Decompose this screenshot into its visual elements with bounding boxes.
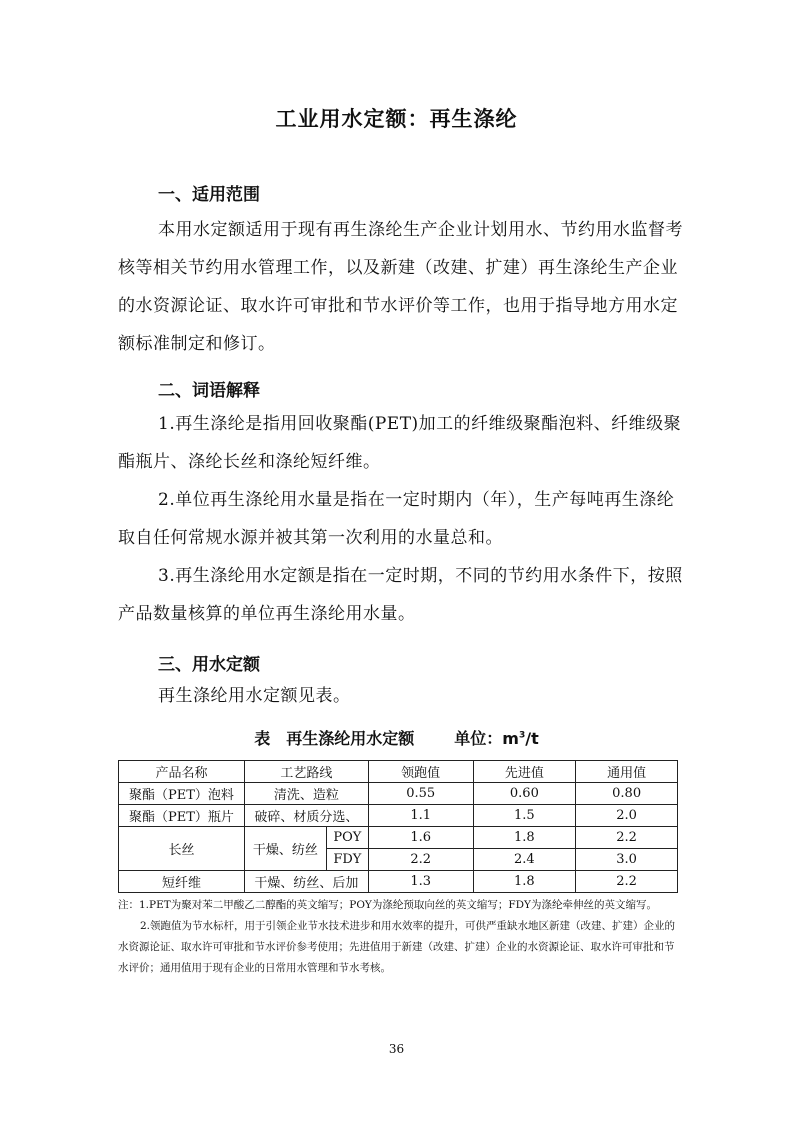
water-quota-table [118, 760, 678, 893]
table-caption-unit [454, 726, 538, 749]
cell-advanced: 0.60 [473, 783, 576, 805]
unit-tail: /t [525, 729, 539, 748]
term-text-1: 1.再生涤纶是指用回收聚酯(PET)加工的纤维级聚酯泡料、纤维级聚酯瓶片、涤纶长丝和涤纶短纤维。 [118, 414, 682, 472]
header-leading: 领跑值 [368, 761, 473, 783]
cell-leading: 2.2 [368, 849, 473, 871]
scope-paragraph [118, 211, 684, 363]
cell-general: 2.0 [576, 805, 678, 827]
cell-product: 长丝 [119, 827, 245, 871]
table-note-1: 注：1.PET为聚对苯二甲酸乙二醇酯的英文缩写；POY为涤纶预取向丝的英文缩写；FDY为涤纶牵伸丝的英文缩写。 [118, 899, 657, 911]
cell-product: 聚酯（PET）泡料 [119, 783, 245, 805]
cell-process: 清洗、造粒 [244, 783, 368, 805]
unit-label: 单位：m [454, 729, 519, 748]
cell-yarn-type: POY [326, 827, 368, 849]
cell-general: 3.0 [576, 849, 678, 871]
table-row [119, 805, 678, 827]
cell-general: 2.2 [576, 871, 678, 893]
section-heading-terms: 二、词语解释 [158, 381, 260, 401]
table-row [119, 783, 678, 805]
page-number: 36 [388, 1042, 405, 1056]
term-definition-2 [118, 481, 684, 557]
term-text-2: 2.单位再生涤纶用水量是指在一定时期内（年），生产每吨再生涤纶取自任何常规水源并被其第一次利用的水量总和。 [118, 490, 675, 548]
table-caption [0, 726, 793, 749]
table-row [119, 871, 678, 893]
cell-leading: 0.55 [368, 783, 473, 805]
term-definition-3 [118, 557, 684, 633]
cell-process: 破碎、材质分选、 [244, 805, 368, 827]
cell-advanced: 2.4 [473, 849, 576, 871]
term-text-3: 3.再生涤纶用水定额是指在一定时期，不同的节约用水条件下，按照产品数量核算的单位再生涤纶用水量。 [118, 566, 683, 624]
header-process: 工艺路线 [244, 761, 368, 783]
cell-product: 短纤维 [119, 871, 245, 893]
cell-leading: 1.6 [368, 827, 473, 849]
quota-intro-paragraph [118, 677, 684, 715]
cell-yarn-type: FDY [326, 849, 368, 871]
cell-leading: 1.1 [368, 805, 473, 827]
page-title: 工业用水定额：再生涤纶 [275, 107, 518, 131]
unit-superscript: 3 [518, 730, 526, 741]
cell-advanced: 1.5 [473, 805, 576, 827]
cell-advanced: 1.8 [473, 827, 576, 849]
cell-general: 2.2 [576, 827, 678, 849]
section-heading-scope: 一、适用范围 [158, 185, 260, 205]
header-general: 通用值 [576, 761, 678, 783]
table-note-2: 2.领跑值为节水标杆，用于引领企业节水技术进步和用水效率的提升，可供严重缺水地区新建（改建、扩建）企业的水资源论证、取水许可审批和节水评价参考使用；先进值用于新建（改建、扩建）企业的水资源论证、取水许可审批和节水评价；通用值用于现有企业的日常用水管理和节水考核。 [118, 920, 676, 974]
table-caption-title: 表 再生涤纶用水定额 [254, 729, 415, 748]
cell-process: 干燥、纺丝 [244, 827, 326, 871]
quota-intro-text: 再生涤纶用水定额见表。 [158, 686, 351, 706]
section-heading-quota: 三、用水定额 [158, 655, 260, 675]
term-definition-1 [118, 405, 684, 481]
cell-process: 干燥、纺丝、后加 [244, 871, 368, 893]
header-product: 产品名称 [119, 761, 245, 783]
table-row [119, 827, 678, 849]
table-notes [118, 895, 684, 979]
table-header-row [119, 761, 678, 783]
cell-leading: 1.3 [368, 871, 473, 893]
cell-advanced: 1.8 [473, 871, 576, 893]
scope-text: 本用水定额适用于现有再生涤纶生产企业计划用水、节约用水监督考核等相关节约用水管理工作，以及新建（改建、扩建）再生涤纶生产企业的水资源论证、取水许可审批和节水评价等工作，也用于指导地方用水定额标准制定和修订。 [118, 220, 683, 354]
cell-general: 0.80 [576, 783, 678, 805]
cell-product: 聚酯（PET）瓶片 [119, 805, 245, 827]
header-advanced: 先进值 [473, 761, 576, 783]
